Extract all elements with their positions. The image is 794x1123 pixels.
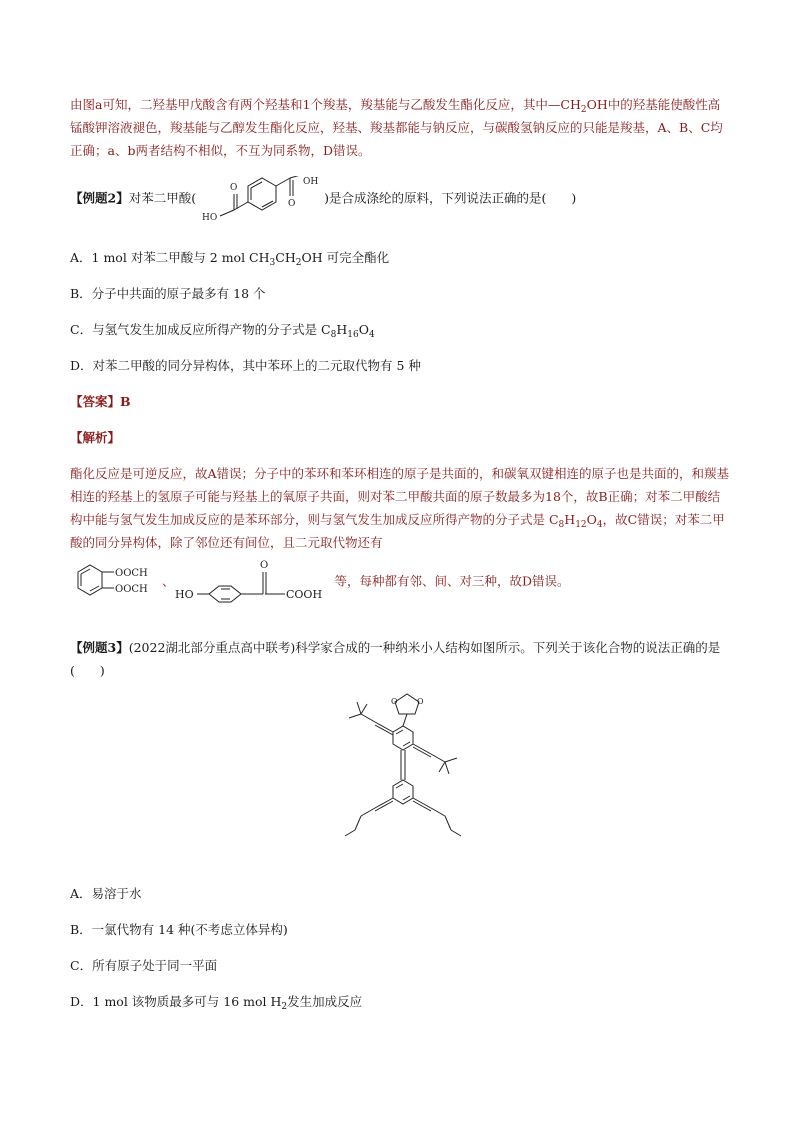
example-2-question: 【例题2】对苯二甲酸( O HO O OH )是合成涤纶的原料，下列说法正确的是( )	[70, 176, 730, 222]
example-2-option-d: D．对苯二甲酸的同分异构体，其中苯环上的二元取代物有 5 种	[70, 358, 421, 373]
benzene-diformate-structure	[70, 556, 162, 608]
mol1-bottom-group: OOCH	[115, 584, 148, 595]
example-2-option-c: C．与氢气发生加成反应所得产物的分子式是 $C_8H_{16}O_4$	[70, 322, 375, 340]
hydroxyphenyl-glyoxylic-structure	[175, 556, 335, 608]
example-3-question: 【例题3】(2022湖北部分重点高中联考)科学家合成的一种纳米小人结构如图所示。下列关于该化合物的说法正确的是( )	[70, 640, 721, 678]
example-3-option-a: A．易溶于水	[70, 886, 142, 901]
example-3-label: 【例题3】	[70, 640, 129, 655]
separator: 、	[162, 573, 175, 589]
isomer-structures-line: OOCH OOCH 、 HO O COOH 等，每种都有邻、间、对三种，故D错误。	[70, 556, 730, 612]
terephthalic-acid-structure	[196, 176, 324, 222]
mol-ho: HO	[202, 213, 218, 222]
example-3-option-b: B．一氯代物有 14 种(不考虑立体异构)	[70, 922, 288, 937]
dioxolane-o-left: O	[391, 697, 398, 706]
answer-line: 【答案】B	[70, 394, 131, 409]
mol-o-left: O	[230, 183, 238, 193]
mol2-cooh: COOH	[285, 588, 322, 601]
example-2-label: 【例题2】	[70, 190, 129, 206]
dioxolane-o-right: O	[417, 697, 424, 706]
nanoputian-structure	[335, 690, 465, 862]
mol2-ho: HO	[174, 588, 194, 601]
analysis-heading: 【解析】	[70, 430, 121, 445]
example-2-option-a: A．1 mol 对苯二甲酸与 2 mol $CH_3CH_2OH$ 可完全酯化	[70, 250, 390, 268]
example-3-option-d: D．1 mol 该物质最多可与 16 mol $H_2$发生加成反应	[70, 994, 363, 1012]
example-2-option-b: B．分子中共面的原子最多有 18 个	[70, 286, 266, 301]
mol1-top-group: OOCH	[115, 568, 148, 579]
explanation-paragraph-1: 由图a可知，二羟基甲戊酸含有两个羟基和1个羧基，羧基能与乙酸发生酯化反应，其中$—CH_2OH$中的羟基能使酸性高锰酸钾溶液褪色，羧基能与乙醇发生酯化反应，羟基、羧基都能与钠反应，与碳酸氢钠反应的只能是羧基，A、B、C均正确；a、b两者结构不相似，不互为同系物，D错误。	[70, 97, 723, 158]
mol2-o: O	[259, 560, 268, 571]
mol-oh: OH	[303, 177, 319, 187]
mol-o-right: O	[288, 199, 296, 209]
explanation-paragraph-2: 酯化反应是可逆反应，故A错误；分子中的苯环和苯环相连的原子是共面的，和碳氧双键相连的原子也是共面的，和羰基相连的羟基上的氢原子可能与羟基上的氧原子共面，则对苯二甲酸共面的原子数最多为18个，故B正确；对苯二甲酸结构中能与氢气发生加成反应的是苯环部分，则与氢气发生加成反应所得产物的分子式是 $C_8H_{12}O_4$，故C错误；对苯二甲酸的同分异构体，除了邻位还有间位，且二元取代物还有	[70, 466, 730, 550]
example-3-option-c: C．所有原子处于同一平面	[70, 958, 218, 973]
